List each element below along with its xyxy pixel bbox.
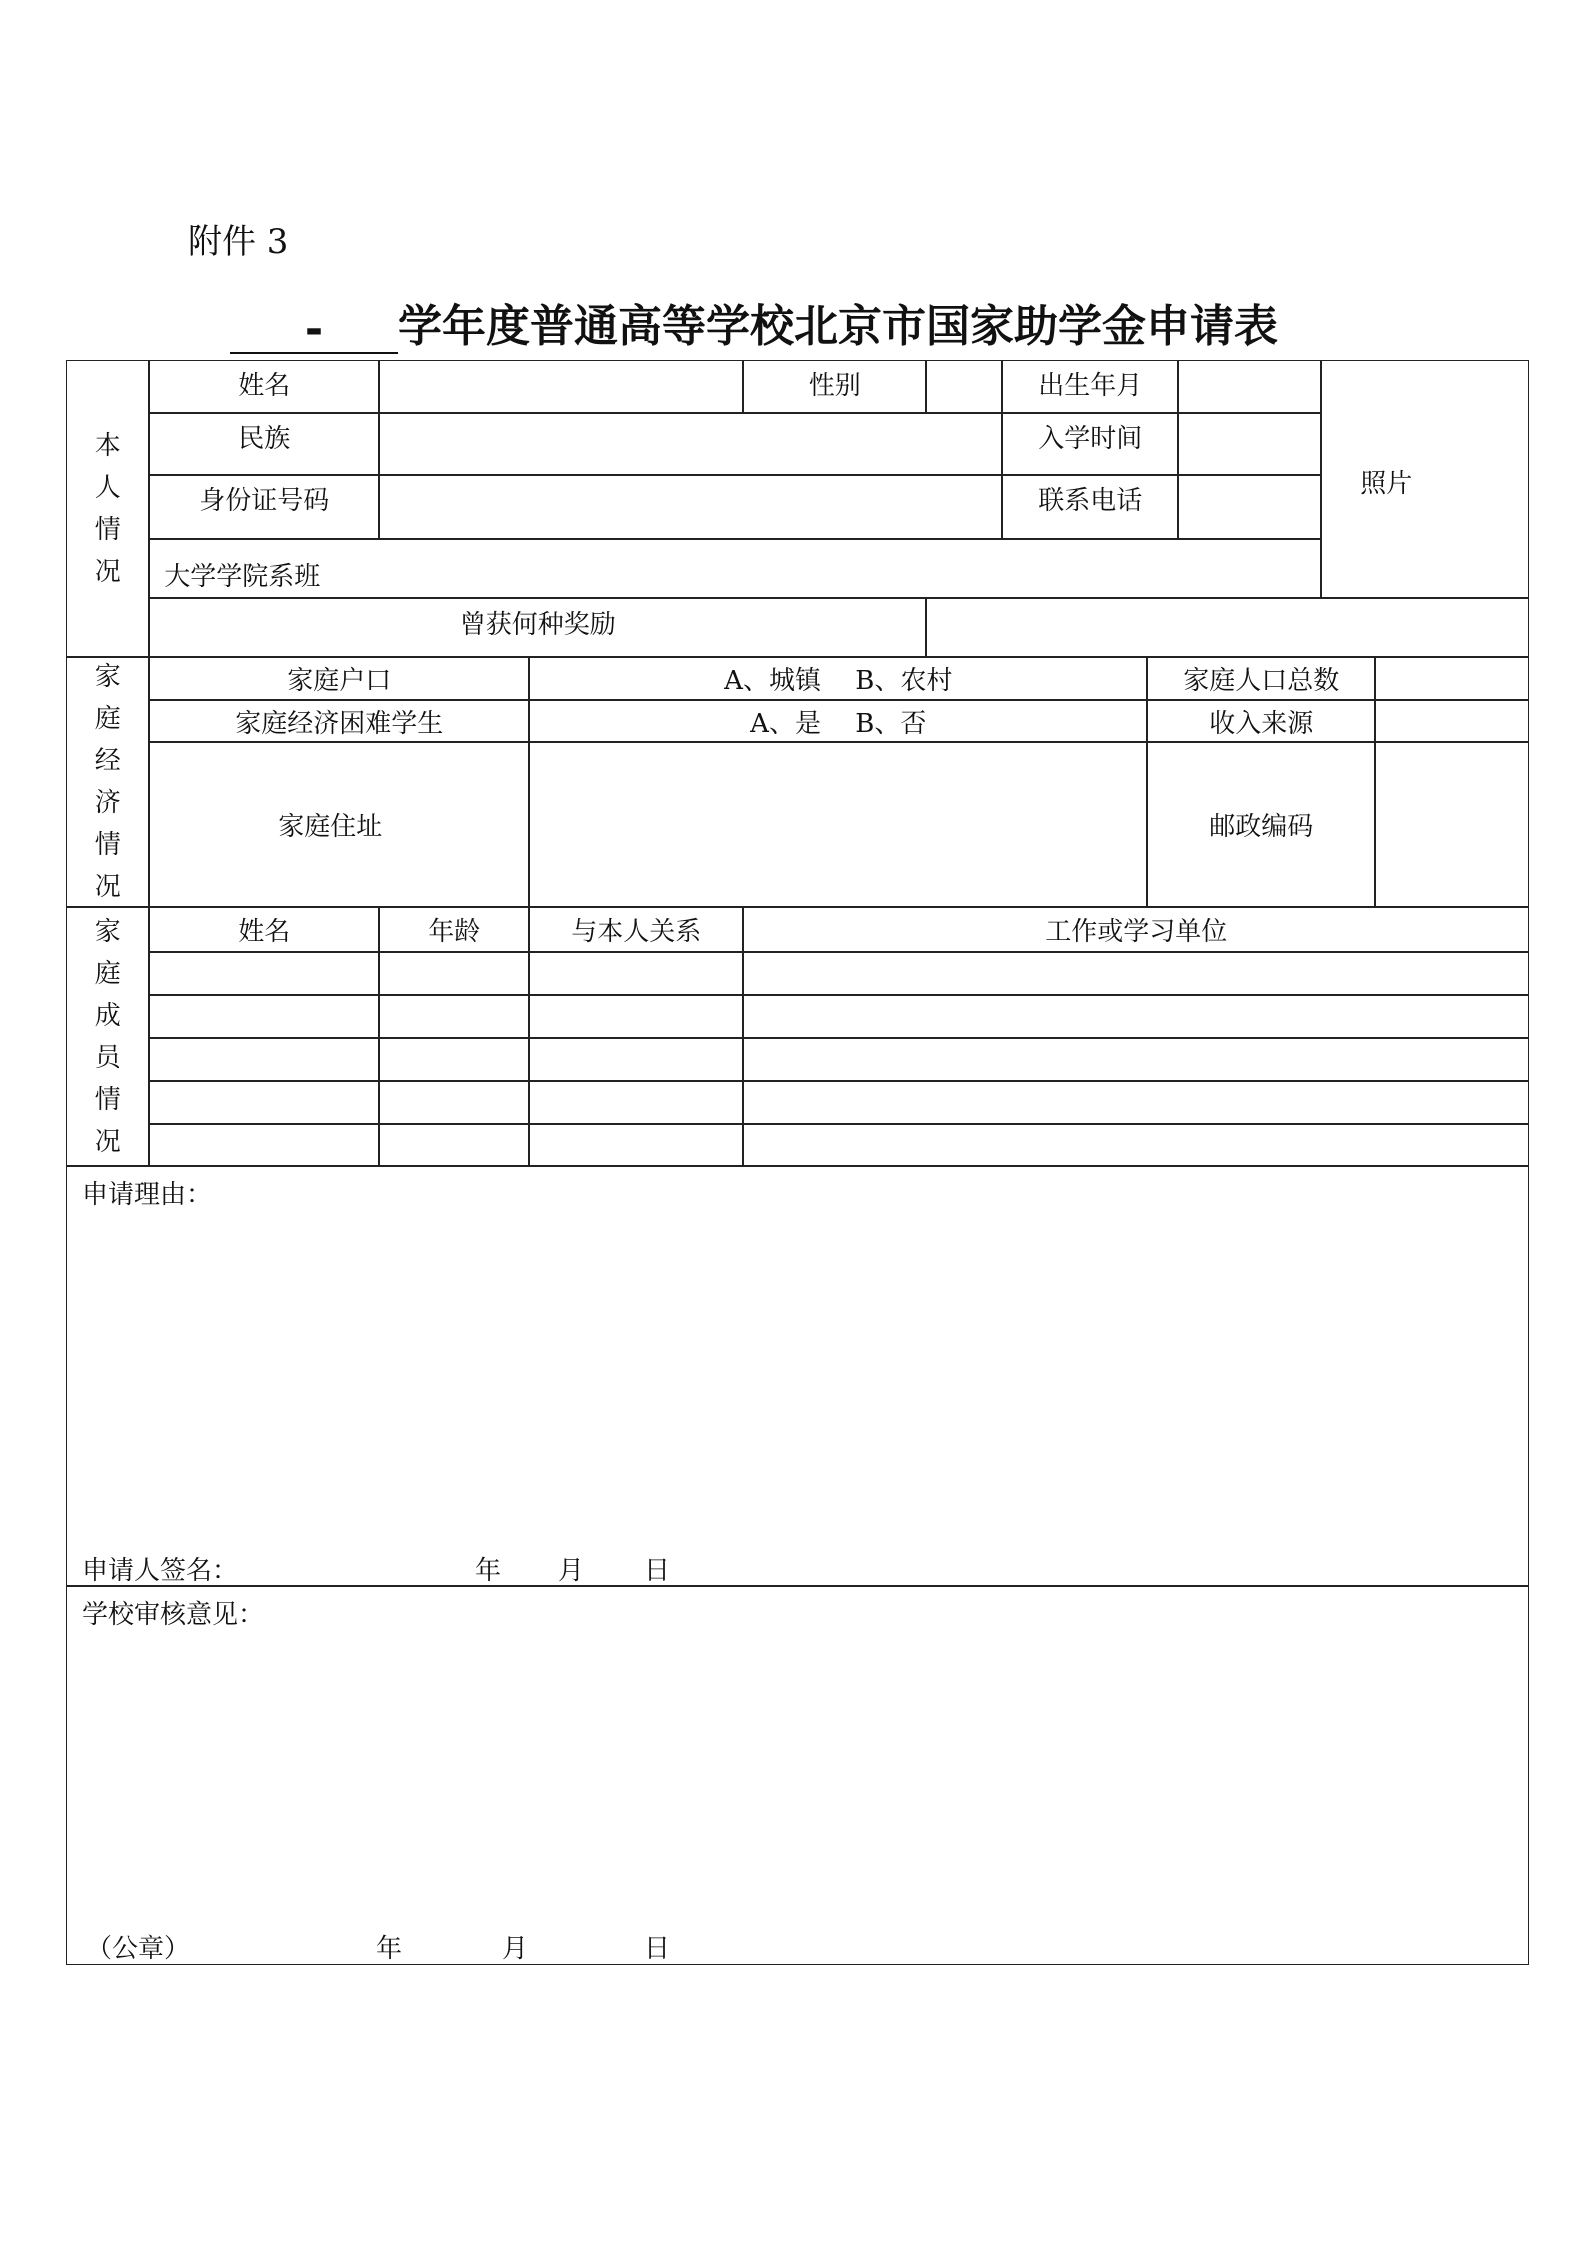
page-title xyxy=(230,290,1278,354)
member-workplace-cell[interactable] xyxy=(743,952,1529,995)
review-year: 年 xyxy=(376,1934,403,1964)
member-age-cell[interactable] xyxy=(379,1038,529,1081)
label-difficulty: 家庭经济困难学生 xyxy=(149,700,529,742)
label-awards: 曾获何种奖励 xyxy=(149,598,926,657)
name-field[interactable] xyxy=(379,360,743,413)
applicant-sign-label: 申请人签名： xyxy=(82,1556,239,1586)
gender-field[interactable] xyxy=(926,360,1002,413)
label-enroll: 入学时间 xyxy=(1002,413,1178,475)
header-relation: 与本人关系 xyxy=(529,907,743,952)
label-name: 姓名 xyxy=(149,360,379,413)
section-personal: 本 人 情 况 xyxy=(66,360,149,657)
member-workplace-cell[interactable] xyxy=(743,995,1529,1038)
label-gender: 性别 xyxy=(743,360,926,413)
review-label: 学校审核意见： xyxy=(82,1600,265,1630)
id-field[interactable] xyxy=(379,475,1002,539)
member-name-cell[interactable] xyxy=(149,1124,379,1166)
member-name-cell[interactable] xyxy=(149,995,379,1038)
label-phone: 联系电话 xyxy=(1002,475,1178,539)
label-postcode: 邮政编码 xyxy=(1147,742,1375,907)
birth-field[interactable] xyxy=(1178,360,1321,413)
seal-label: （公章） xyxy=(86,1934,191,1964)
header-workplace: 工作或学习单位 xyxy=(743,907,1529,952)
sign-month: 月 xyxy=(558,1556,585,1586)
label-hukou: 家庭户口 xyxy=(149,657,529,700)
photo-box[interactable]: 照片 xyxy=(1321,360,1529,598)
member-workplace-cell[interactable] xyxy=(743,1038,1529,1081)
phone-field[interactable] xyxy=(1178,475,1321,539)
member-name-cell[interactable] xyxy=(149,952,379,995)
header-age: 年龄 xyxy=(379,907,529,952)
label-birth: 出生年月 xyxy=(1002,360,1178,413)
attachment-label: 附件 3 xyxy=(188,222,289,262)
difficulty-options[interactable]: A、是 B、否 xyxy=(529,700,1147,742)
review-month: 月 xyxy=(502,1934,529,1964)
reason-label: 申请理由： xyxy=(82,1180,213,1210)
hukou-options[interactable]: A、城镇 B、农村 xyxy=(529,657,1147,700)
label-address: 家庭住址 xyxy=(149,742,529,907)
member-relation-cell[interactable] xyxy=(529,1124,743,1166)
member-relation-cell[interactable] xyxy=(529,995,743,1038)
enroll-field[interactable] xyxy=(1178,413,1321,475)
member-relation-cell[interactable] xyxy=(529,1081,743,1124)
label-ethnicity: 民族 xyxy=(149,413,379,475)
member-workplace-cell[interactable] xyxy=(743,1124,1529,1166)
member-name-cell[interactable] xyxy=(149,1038,379,1081)
member-name-cell[interactable] xyxy=(149,1081,379,1124)
label-population: 家庭人口总数 xyxy=(1147,657,1375,700)
section-economy: 家 庭 经 济 情 况 xyxy=(66,657,149,907)
member-age-cell[interactable] xyxy=(379,1081,529,1124)
review-box[interactable] xyxy=(66,1586,1529,1965)
label-income: 收入来源 xyxy=(1147,700,1375,742)
reason-box[interactable] xyxy=(66,1166,1529,1586)
ethnicity-field[interactable] xyxy=(379,413,1002,475)
member-age-cell[interactable] xyxy=(379,995,529,1038)
member-workplace-cell[interactable] xyxy=(743,1081,1529,1124)
label-id: 身份证号码 xyxy=(149,475,379,539)
awards-field[interactable] xyxy=(926,598,1529,657)
member-relation-cell[interactable] xyxy=(529,952,743,995)
college-field[interactable]: 大学学院系班 xyxy=(149,539,1321,598)
sign-day: 日 xyxy=(644,1556,671,1586)
sign-year: 年 xyxy=(475,1556,502,1586)
member-age-cell[interactable] xyxy=(379,1124,529,1166)
population-field[interactable] xyxy=(1375,657,1529,700)
member-age-cell[interactable] xyxy=(379,952,529,995)
postcode-field[interactable] xyxy=(1375,742,1529,907)
year-blank[interactable]: - xyxy=(230,304,398,354)
review-day: 日 xyxy=(644,1934,671,1964)
section-members: 家 庭 成 员 情 况 xyxy=(66,907,149,1166)
member-relation-cell[interactable] xyxy=(529,1038,743,1081)
address-field[interactable] xyxy=(529,742,1147,907)
header-name: 姓名 xyxy=(149,907,379,952)
income-field[interactable] xyxy=(1375,700,1529,742)
title-text: 学年度普通高等学校北京市国家助学金申请表 xyxy=(398,301,1278,352)
